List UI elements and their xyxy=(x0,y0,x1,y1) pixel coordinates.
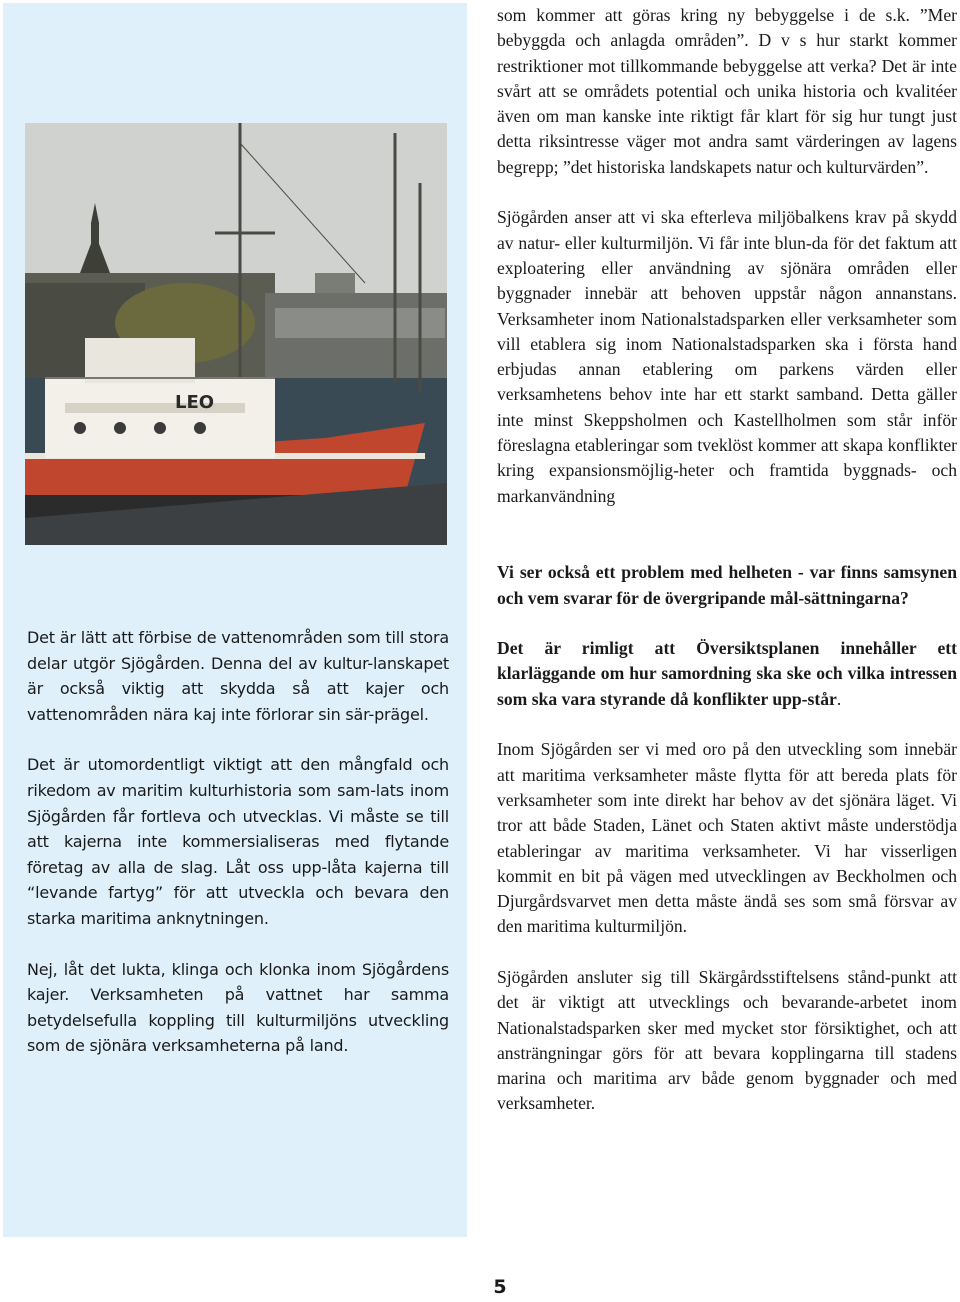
sidebar-text xyxy=(27,625,449,1084)
sidebar-panel xyxy=(3,3,467,1237)
sidebar-paragraph-3: Nej, låt det lukta, klinga och klonka inom Sjögårdens kajer. Verksamheten på vattnet har samma betydelsefulla koppling till kulturmiljöns utveckling som de sjönära verksamheterna på land. xyxy=(27,959,449,1056)
main-paragraph-4-tail: . xyxy=(836,688,842,709)
harbor-photo xyxy=(25,123,447,545)
page-number: 5 xyxy=(493,1276,507,1298)
main-column xyxy=(497,3,957,1142)
sidebar-paragraph-2: Det är utomordentligt viktigt att den mångfald och rikedom av maritim kulturhistoria som sam-lats inom Sjögården får fortleva och utvecklas. Vi måste se till att kajerna inte kommersialiseras med flytande företag av alla de slag. Låt oss upp-låta kajerna till “levande fartyg” för att utveckla och bevara den starka maritima anknytningen. xyxy=(27,755,449,928)
main-paragraph-2: Sjögården anser att vi ska efterleva miljöbalkens krav på skydd av natur- eller kulturmiljön. Vi får inte blun-da för det faktum att exploatering eller användning av sjönära områden eller byggnader innebär att behoven uppstår någon annanstans. Verksamheter inom Nationalstadsparken eller verksamheter som vill etablera sig inom Nationalstadsparken ska i första hand erbjudas annan etablering om parkens värden eller verksamhetens behov inte har ett starkt samband. Detta gäller inte minst Skeppsholmen och Kastellholmen som står inför föreslagna etableringar som tveklöst kommer att skapa konflikter kring expansionsmöjlig-heter och framtida byggnads- och markanvändning xyxy=(497,207,957,506)
main-paragraph-5: Inom Sjögården ser vi med oro på den utveckling som innebär att maritima verksamheter måste flytta för att bereda plats för verksamheter som inte direkt har behov av det sjönära läget. Vi tror att både Staden, Länet och Staten aktivt måste understödja etableringar av maritima verksamheter. Vi har visserligen kommit en bit på vägen med utvecklingen av Beckholmen och Djurgårdsvarvet men detta måste ändå ses som små försvar av den maritima kulturmiljön. xyxy=(497,739,957,937)
main-paragraph-6: Sjögården ansluter sig till Skärgårdsstiftelsens stånd-punkt att det är viktigt att utvecklings och bevarande-arbetet inom Nationalstadsparken sker med mycket stor försiktighet, och att ansträngningar görs för att bevara kopplingarna till stadens marina och maritima arv både genom byggnader och med verksamheter. xyxy=(497,966,957,1114)
boat-name-text: LEO xyxy=(175,392,215,413)
sidebar-paragraph-1: Det är lätt att förbise de vattenområden som till stora delar utgör Sjögården. Denna del av kultur-lanskapet är också viktig att skydda så att kajer och vattenområden nära kaj inte förlorar sin sär-prägel. xyxy=(27,628,449,724)
main-paragraph-4-bold: Det är rimligt att Översiktsplanen innehåller ett klarläggande om hur samordning ska ske och vilka intressen som ska vara styrande då konflikter upp-står xyxy=(497,638,957,709)
main-paragraph-4 xyxy=(497,636,957,712)
main-paragraph-1: som kommer att göras kring ny bebyggelse i de s.k. ”Mer bebyggda och anlagda områden”. D v s hur starkt kommer restriktioner mot tillkommande bebyggelse att verka? Det är inte svårt att se områdets potential och unika historia och kvalitéer även om man kanske inte riktigt får klart för sig hur tungt just detta riksintresse väger mot andra samt värderingen av lagens begrepp; ”det historiska landskapets natur och kulturvärden”. xyxy=(497,5,957,177)
main-paragraph-3-bold: Vi ser också ett problem med helheten - var finns samsynen och vem svarar för de övergripande mål-sättningarna? xyxy=(497,562,957,608)
